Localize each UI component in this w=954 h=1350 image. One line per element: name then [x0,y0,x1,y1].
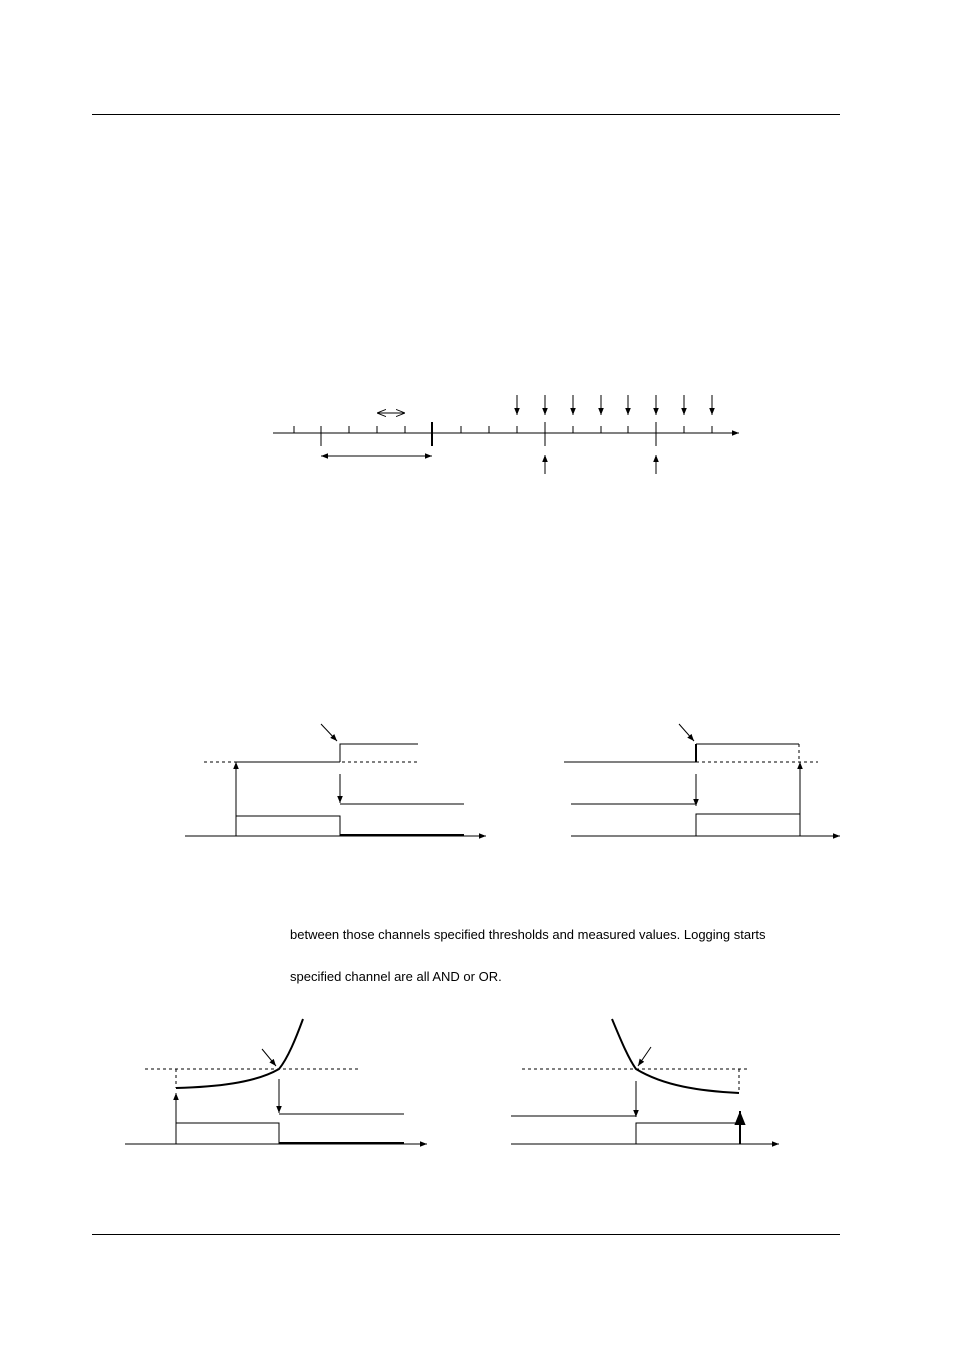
curve-diagram-rising-left [125,1019,427,1144]
paragraph-line-2: specified channel are all AND or OR. [290,969,502,984]
curve-diagram-falling-right [511,1019,779,1144]
record-arrows-up [545,455,656,474]
sample-arrows-down [517,395,712,415]
trigger-diagram-rising-left [185,724,486,836]
paragraph-line-1: between those channels specified thresholds and measured values. Logging starts [290,927,766,942]
trigger-diagram-falling-right [564,724,840,836]
timeline-ticks [294,422,712,446]
